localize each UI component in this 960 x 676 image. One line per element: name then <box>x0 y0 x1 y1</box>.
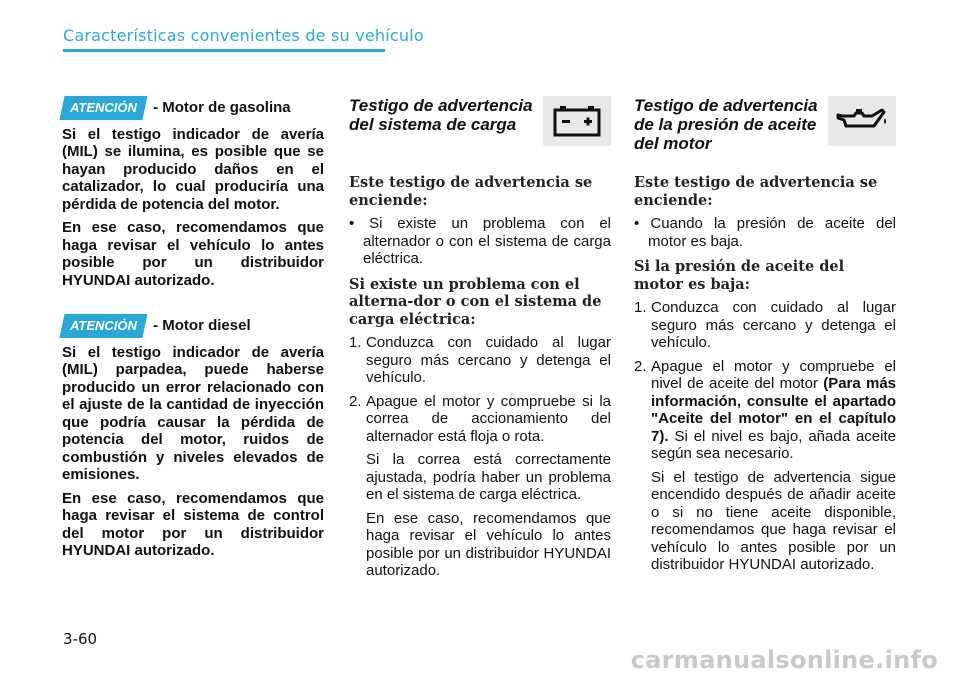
subheading: Si la presión de aceite del motor es baja: <box>634 258 845 293</box>
section-title-row <box>349 96 611 146</box>
paragraph: En ese caso, recomendamos que haga revisar el vehículo lo antes posible por un distribuidor HYUNDAI autorizado. <box>366 509 611 579</box>
paragraph: Si el testigo indicador de avería (MIL) se ilumina, es posible que se hayan producido daños en el catalizador, lo cual produciría una pérdida de potencia del motor. <box>62 125 324 213</box>
column-right <box>634 96 896 580</box>
header-underline <box>63 49 385 52</box>
step-item: 1. Conduzca con cuidado al lugar seguro más cercano y detenga el vehículo. <box>634 299 896 351</box>
subheading: Si existe un problema con el alterna-dor o con el sistema de carga eléctrica: <box>349 275 602 328</box>
paragraph: Si el testigo de advertencia sigue encendido después de añadir aceite o si no tiene aceite disponible, recomendamos que haga revisar el vehículo lo antes posible por un distribuidor HYUNDAI autorizado. <box>651 468 896 573</box>
battery-icon <box>543 96 611 146</box>
section-title: Testigo de advertencia del sistema de carga <box>349 96 533 134</box>
attention-title: - Motor diesel <box>153 317 251 334</box>
step-item: 2. Apague el motor y compruebe si la correa de accionamiento del alternador está floja o rota. <box>349 392 611 445</box>
paragraph: Si la correa está correctamente ajustada, podría haber un problema en el sistema de carga eléctrica. <box>366 451 611 503</box>
attention-badge: ATENCIÓN <box>60 96 148 120</box>
paragraph: En ese caso, recomendamos que haga revisar el sistema de control del motor por un distribuidor HYUNDAI autorizado. <box>62 489 324 559</box>
oil-can-icon <box>828 96 896 146</box>
paragraph: En ese caso, recomendamos que haga revisar el vehículo lo antes posible por un distribuidor HYUNDAI autorizado. <box>62 219 324 289</box>
attention-badge: ATENCIÓN <box>60 314 148 338</box>
section-title-row <box>634 96 896 153</box>
page-number: 3-60 <box>63 630 98 648</box>
attention-diesel <box>62 314 324 338</box>
bullet-item: • Si existe un problema con el alternador o con el sistema de carga eléctrica. <box>349 215 611 267</box>
cross-reference: (Para más información, consulte el apartado "Aceite del motor" en el capítulo 7). <box>651 375 897 445</box>
section-title: Testigo de advertencia de la presión de aceite del motor <box>634 96 818 153</box>
attention-gasoline <box>62 96 324 120</box>
attention-title: - Motor de gasolina <box>153 99 291 116</box>
step-item: 2. Apague el motor y compruebe el nivel de aceite del motor (Para más información, consulte el apartado "Aceite del motor" en el capítulo 7). Si el nivel es bajo, añada aceite según sea necesario. <box>634 357 897 462</box>
column-left <box>62 96 324 566</box>
column-middle <box>349 96 611 586</box>
subheading: Este testigo de advertencia se enciende: <box>634 174 878 209</box>
paragraph: Si el testigo indicador de avería (MIL) parpadea, puede haberse producido un error relacionado con el ajuste de la cantidad de inyección que podría causar la pérdida de potencia del motor, ruidos de combustión y niveles elevados de emisiones. <box>62 343 324 483</box>
step-item: 1. Conduzca con cuidado al lugar seguro más cercano y detenga el vehículo. <box>349 334 611 386</box>
subheading: Este testigo de advertencia se enciende: <box>349 174 593 209</box>
section-header: Características convenientes de su vehículo <box>63 26 424 45</box>
watermark: carmanualsonline.info <box>630 646 938 674</box>
bullet-item: • Cuando la presión de aceite del motor es baja. <box>634 215 897 250</box>
